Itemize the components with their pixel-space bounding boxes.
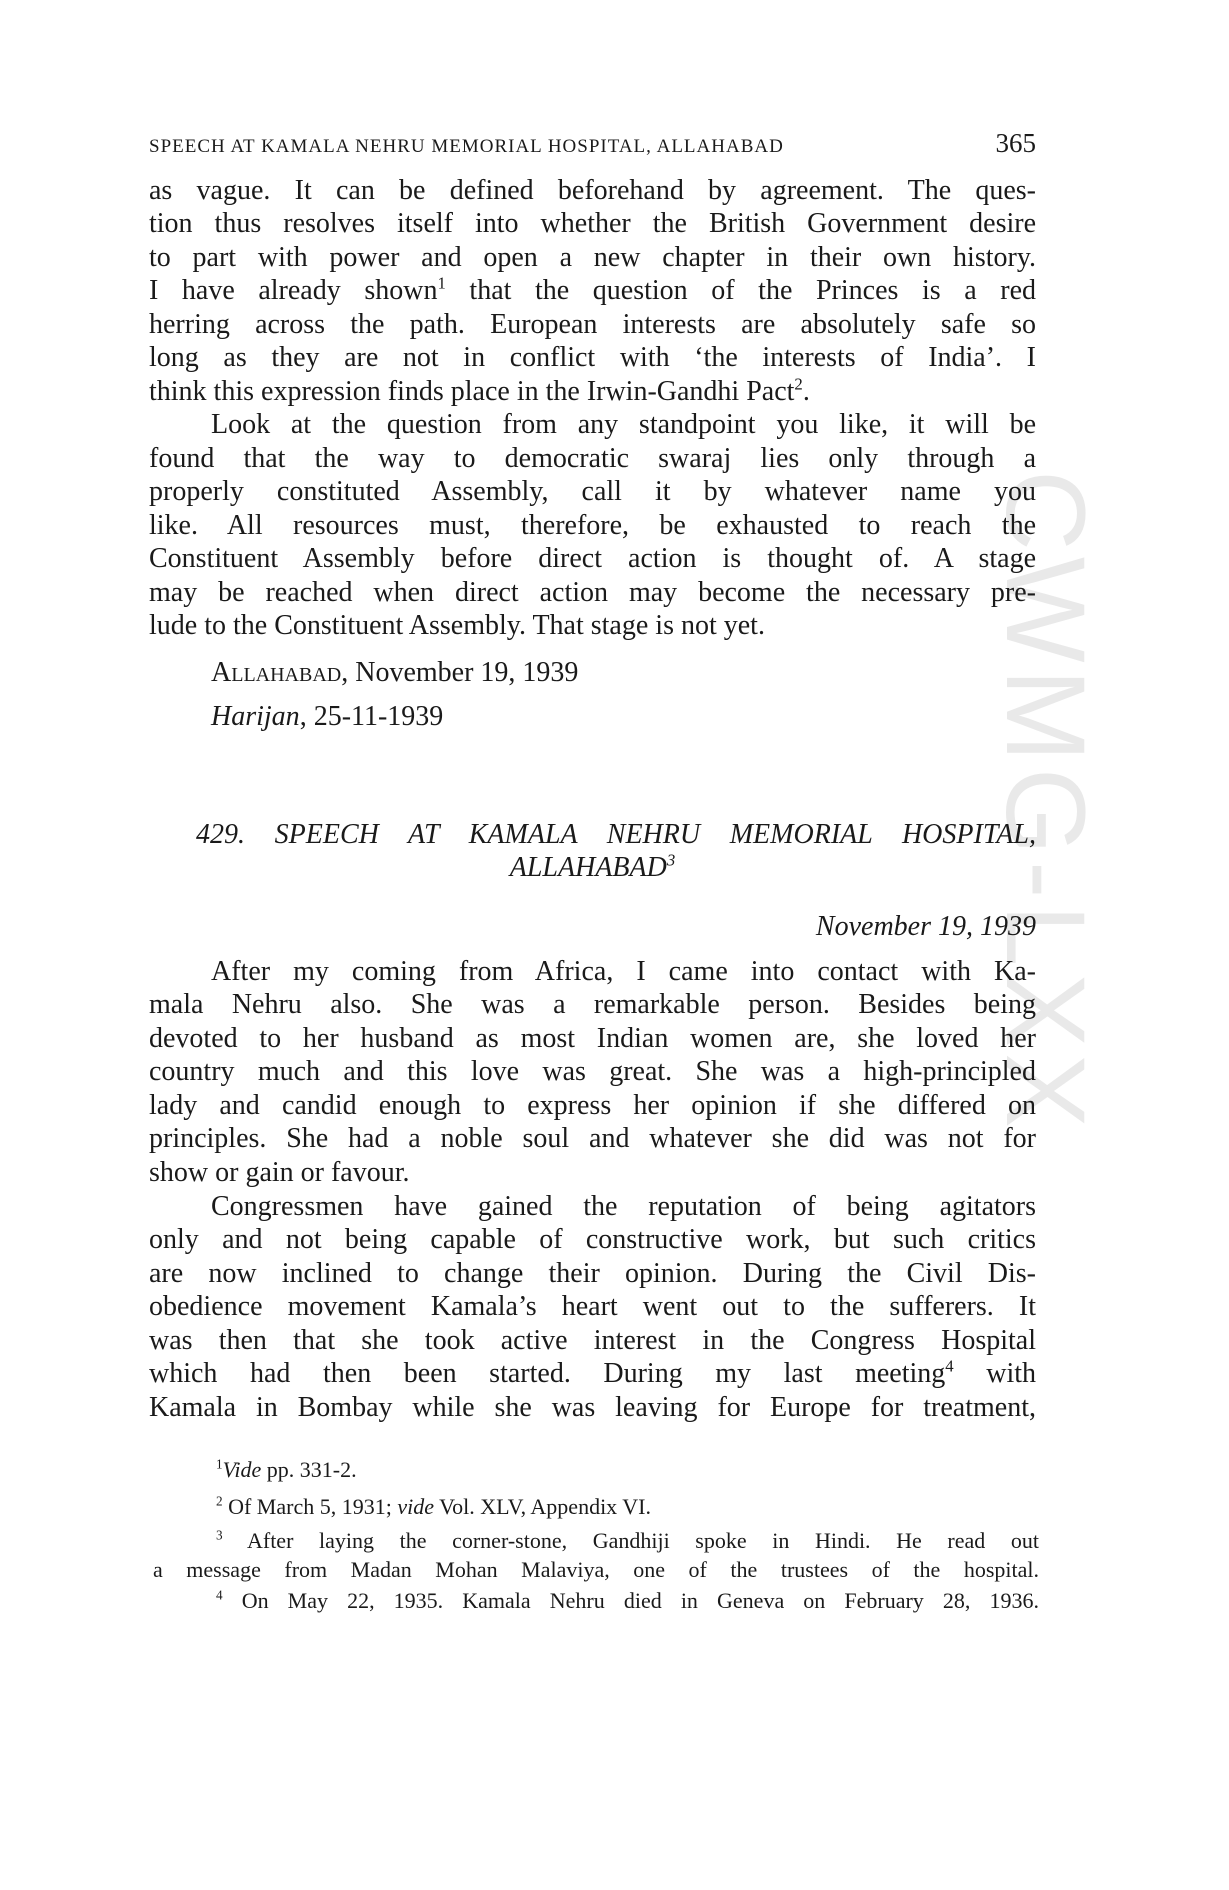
text-line: lude to the Constituent Assembly. That stage is not yet.: [149, 610, 765, 641]
footnote-1: [216, 1455, 1039, 1485]
source-journal: Harijan: [211, 701, 300, 732]
page-number: 365: [995, 128, 1036, 158]
section-heading-line2: [149, 851, 1036, 884]
footnote-4: [216, 1586, 1039, 1616]
text-line: Kamala in Bombay while she was leaving for Europe for treatment,: [149, 1392, 1036, 1423]
text-line: [149, 274, 1036, 307]
text-line: may be reached when direct action may become the necessary pre-: [149, 577, 1036, 608]
footnote-text: pp. 331-2.: [261, 1457, 357, 1482]
footnote-text: Of March 5, 1931;: [222, 1494, 398, 1519]
dateline-date: , November 19, 1939: [341, 657, 579, 688]
heading-text: ALLAHABAD: [509, 852, 667, 883]
text-line: Constituent Assembly before direct action is thought of. A stage: [149, 543, 1036, 574]
text-span: which had then been started. During my last meeting: [149, 1358, 946, 1389]
text-line: show or gain or favour.: [149, 1157, 410, 1188]
footnote-text: On May 22, 1935. Kamala Nehru died in Geneva on February 28, 1936.: [222, 1588, 1039, 1613]
text-line: as vague. It can be defined beforehand by agreement. The ques-: [149, 175, 1036, 206]
text-line: like. All resources must, therefore, be exhausted to reach the: [149, 510, 1036, 541]
text-line: herring across the path. European interests are absolutely safe so: [149, 309, 1036, 340]
text-line: country much and this love was great. She was a high-principled: [149, 1056, 1036, 1087]
dateline-place: Allahabad: [211, 657, 342, 688]
text-line: are now inclined to change their opinion. During the Civil Dis-: [149, 1258, 1036, 1289]
dateline: [211, 656, 1036, 689]
text-line: tion thus resolves itself into whether the British Government desire: [149, 208, 1036, 239]
footnote-italic: vide: [397, 1494, 434, 1519]
watermark-text: CWMG-LXX: [983, 470, 1108, 1134]
footnote-ref-1[interactable]: 1: [437, 273, 446, 293]
footnote-3-cont: a message from Madan Mohan Malaviya, one of the trustees of the hospital.: [153, 1557, 1039, 1582]
text-line: lady and candid enough to express her opinion if she differed on: [149, 1090, 1036, 1121]
footnote-text: Vol. XLV, Appendix VI.: [434, 1494, 651, 1519]
text-line: obedience movement Kamala’s heart went out to the sufferers. It: [149, 1291, 1036, 1322]
text-line: principles. She had a noble soul and whatever she did was not for: [149, 1123, 1036, 1154]
section-heading: 429. SPEECH AT KAMALA NEHRU MEMORIAL HOSPITAL,: [196, 819, 1036, 850]
text-span: with: [953, 1358, 1037, 1389]
text-line: Look at the question from any standpoint you like, it will be: [211, 409, 1036, 440]
footnote-2: [216, 1492, 1039, 1522]
footnote-number: 1: [216, 1456, 223, 1472]
footnote-number: 2: [216, 1493, 223, 1509]
text-line: [149, 375, 1036, 408]
text-span: .: [802, 376, 810, 407]
text-line: [149, 1357, 1036, 1390]
text-line: only and not being capable of constructive work, but such critics: [149, 1224, 1036, 1255]
footnote-3: [216, 1526, 1039, 1556]
footnote-ref-4[interactable]: 4: [945, 1356, 954, 1376]
footnote-ref-3[interactable]: 3: [666, 850, 676, 870]
running-head: [149, 128, 1036, 159]
text-line: found that the way to democratic swaraj lies only through a: [149, 443, 1036, 474]
text-line: long as they are not in conflict with ‘the interests of India’. I: [149, 342, 1036, 373]
text-line: After my coming from Africa, I came into contact with Ka-: [211, 956, 1036, 987]
text-line: to part with power and open a new chapter in their own history.: [149, 242, 1036, 273]
footnote-ref-2[interactable]: 2: [794, 374, 803, 394]
footnote-text: After laying the corner-stone, Gandhiji spoke in Hindi. He read out: [222, 1528, 1039, 1553]
text-span: that the question of the Princes is a red: [445, 275, 1037, 306]
footnote-number: 3: [216, 1527, 223, 1543]
source-date: , 25-11-1939: [299, 701, 444, 732]
text-line: Congressmen have gained the reputation of being agitators: [211, 1191, 1036, 1222]
footnote-italic: Vide: [222, 1457, 262, 1482]
text-line: devoted to her husband as most Indian women are, she loved her: [149, 1023, 1036, 1054]
text-line: was then that she took active interest in the Congress Hospital: [149, 1325, 1036, 1356]
text-span: I have already shown: [149, 275, 438, 306]
text-line: mala Nehru also. She was a remarkable person. Besides being: [149, 989, 1036, 1020]
footnote-number: 4: [216, 1587, 223, 1603]
speech-date: November 19, 1939: [815, 911, 1036, 942]
text-line: properly constituted Assembly, call it by whatever name you: [149, 476, 1036, 507]
source-citation: [211, 700, 1036, 733]
text-span: think this expression finds place in the Irwin-Gandhi Pact: [149, 376, 795, 407]
running-head-title: SPEECH AT KAMALA NEHRU MEMORIAL HOSPITAL, ALLAHABAD: [149, 136, 784, 157]
